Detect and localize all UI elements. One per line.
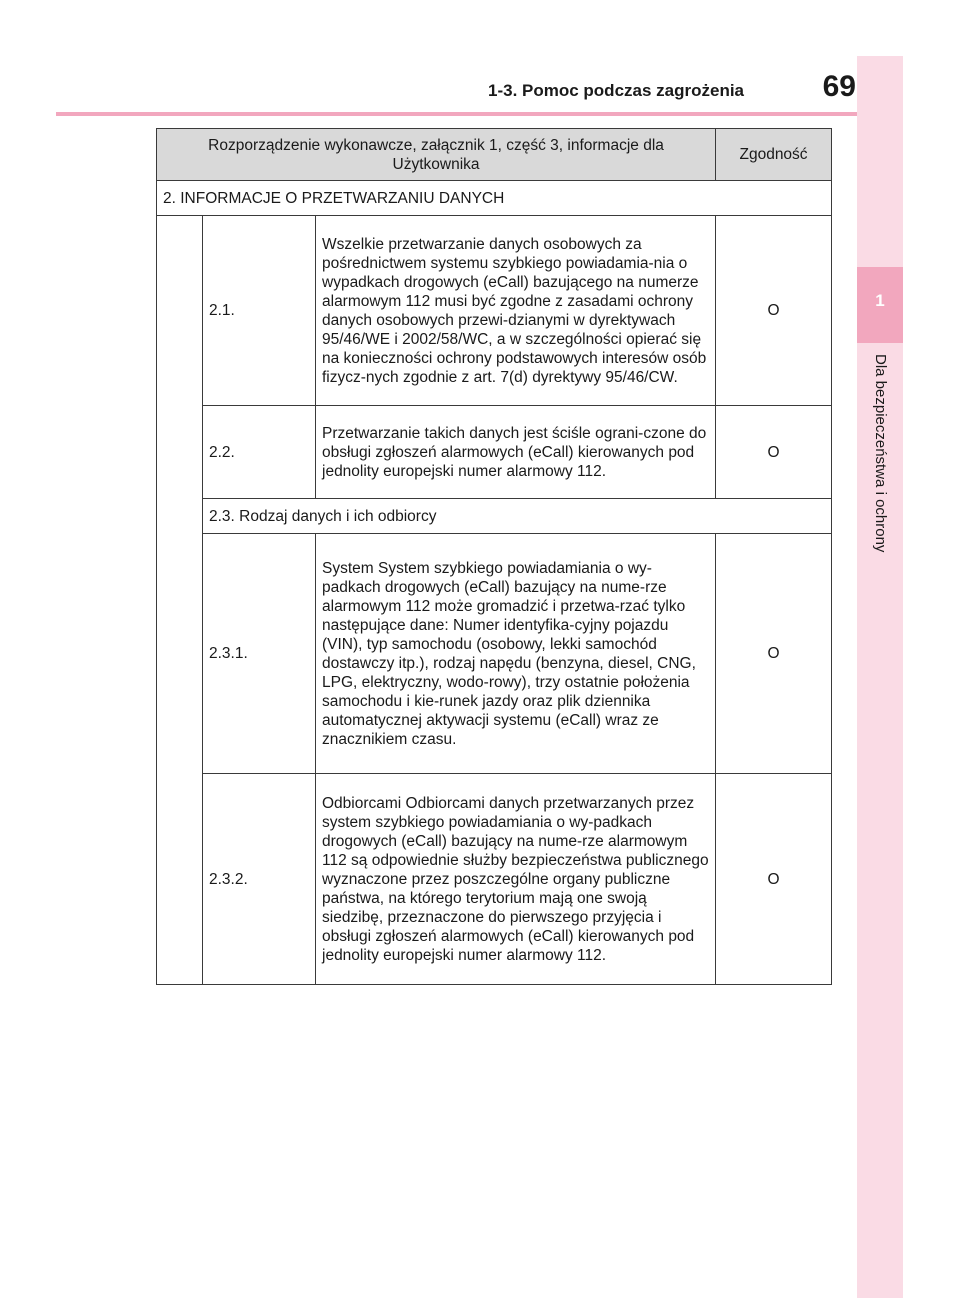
row-text: System System szybkiego powiadamiania o wy-padkach drogowych (eCall) bazujący na nume-rze alarmowym 112 może gromadzić i przetwa-rzać tylko następujące dane: Numer identyfika-cyjny pojazdu (VIN), typ samochodu (osobowy, lekki samochód dostawczy itp.), rodzaj napędu (benzyna, diesel, CNG, LPG, elektryczny, wodo-rowy), trzy ostatnie położenia samochodu i kie-runek jazdy oraz plik dziennika automatycznej aktywacji systemu (eCall) wraz ze znacznikiem czasu. — [316, 534, 716, 774]
chapter-number: 1 — [875, 291, 885, 310]
row-text: Przetwarzanie takich danych jest ściśle ograni-czone do obsługi zgłoszeń alarmowych (eCall) kierowanych pod jednolity europejski numer alarmowy 112. — [316, 406, 716, 499]
row-number: 2.2. — [203, 406, 316, 499]
chapter-side-tab — [857, 56, 903, 1298]
table-row — [157, 406, 832, 499]
section-row — [157, 181, 832, 216]
row-compliance: O — [716, 216, 832, 406]
table-header-row — [157, 129, 832, 181]
indent-cell — [157, 216, 203, 985]
section-heading: 1-3. Pomoc podczas zagrożenia — [488, 81, 745, 100]
table-row — [157, 216, 832, 406]
row-number: 2.3.1. — [203, 534, 316, 774]
header-divider — [56, 112, 858, 116]
page-number: 69 — [822, 70, 856, 103]
chapter-label: Dla bezpieczeństwa i ochrony — [872, 354, 889, 553]
subsection-title: 2.3. Rodzaj danych i ich odbiorcy — [203, 499, 832, 534]
table-row — [157, 534, 832, 774]
subsection-row — [157, 499, 832, 534]
row-text: Wszelkie przetwarzanie danych osobowych za pośrednictwem systemu szybkiego powiadamia-nia o wypadkach drogowych (eCall) bazującego na numerze alarmowym 112 musi być zgodne z zasadami ochrony danych osobowych przewi-dzianymi w dyrektywach 95/46/WE i 2002/58/WC, a w szczególności opierać się na konieczności ochrony podstawowych interesów osób fizycz-nych zgodnie z art. 7(d) dyrektywy 95/46/CW. — [316, 216, 716, 406]
compliance-header: Zgodność — [716, 129, 832, 181]
regulation-header: Rozporządzenie wykonawcze, załącznik 1, część 3, informacje dla Użytkownika — [157, 129, 716, 181]
table-row — [157, 774, 832, 985]
row-compliance: O — [716, 406, 832, 499]
regulation-table — [156, 128, 832, 985]
row-number: 2.3.2. — [203, 774, 316, 985]
row-compliance: O — [716, 534, 832, 774]
row-text: Odbiorcami Odbiorcami danych przetwarzanych przez system szybkiego powiadamiania o wy-padkach drogowych (eCall) bazujący na nume-rze alarmowym 112 są odpowiednie służby bezpieczeństwa publicznego wyznaczone przez poszczególne organy publiczne państwa, na którego terytorium mają one swoją siedzibę, przeznaczone do pierwszego przyjęcia i obsługi zgłoszeń alarmowych (eCall) kierowanych pod jednolity europejski numer alarmowy 112. — [316, 774, 716, 985]
row-number: 2.1. — [203, 216, 316, 406]
row-compliance: O — [716, 774, 832, 985]
section-title: 2. INFORMACJE O PRZETWARZANIU DANYCH — [157, 181, 832, 216]
